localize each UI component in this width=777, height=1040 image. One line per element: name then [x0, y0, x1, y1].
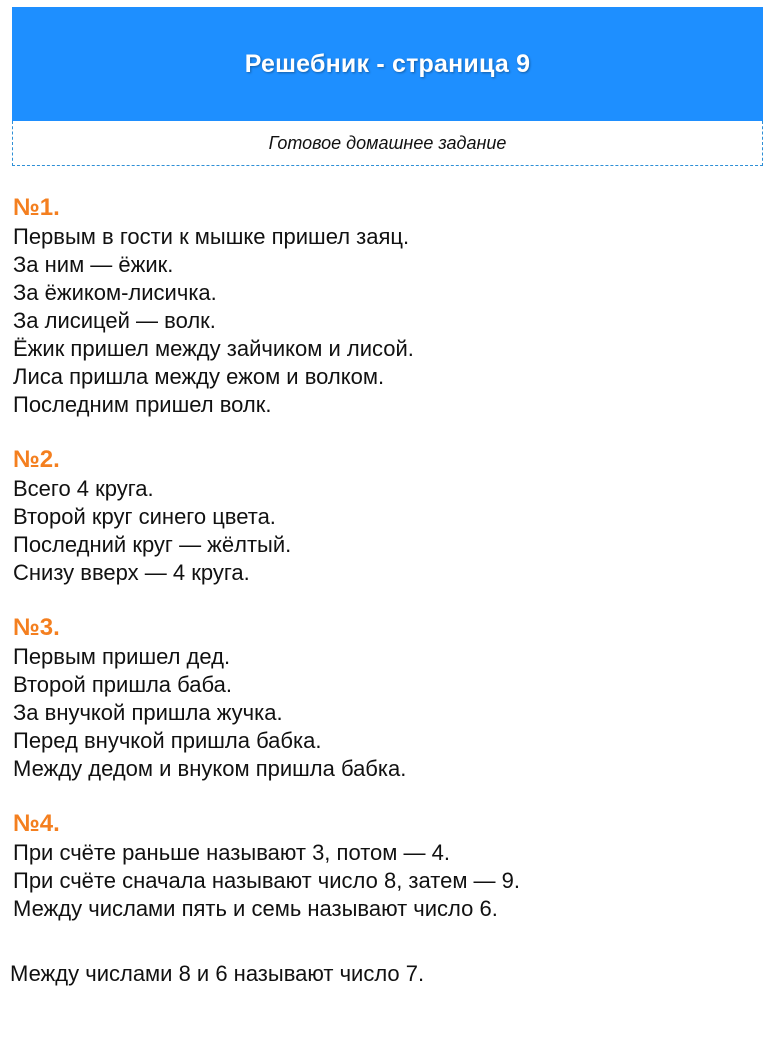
solutions-content: [13, 193, 753, 949]
task-number: №2.: [13, 446, 60, 473]
page-title: Решебник - страница 9: [244, 49, 531, 78]
task-line: Последним пришел волк.: [13, 392, 272, 417]
page-subtitle: Готовое домашнее задание: [268, 132, 507, 153]
task-line: При счёте раньше называют 3, потом — 4.: [13, 840, 450, 865]
task-number: №1.: [13, 194, 60, 221]
task-line: Между числами пять и семь называют число 6.: [13, 896, 498, 921]
task-line: За ёжиком-лисичка.: [13, 280, 217, 305]
task-line: Лиса пришла между ежом и волком.: [13, 364, 385, 389]
subtitle-box: [12, 121, 763, 166]
task-number: №4.: [13, 810, 60, 837]
task-4-extra-line: Между числами 8 и 6 называют число 7.: [10, 961, 425, 986]
task-1: [13, 193, 753, 419]
task-line: Первым в гости к мышке пришел заяц.: [13, 224, 410, 249]
task-line: За ним — ёжик.: [13, 252, 174, 277]
task-2: [13, 445, 753, 587]
task-line: Второй круг синего цвета.: [13, 504, 276, 529]
task-line: За лисицей — волк.: [13, 308, 216, 333]
task-line: За внучкой пришла жучка.: [13, 700, 283, 725]
task-line: Первым пришел дед.: [13, 644, 231, 669]
task-line: Между дедом и внуком пришла бабка.: [13, 756, 407, 781]
task-line: При счёте сначала называют число 8, затем — 9.: [13, 868, 521, 893]
task-3: [13, 613, 753, 783]
page-header: [12, 7, 763, 121]
task-line: Последний круг — жёлтый.: [13, 532, 292, 557]
task-number: №3.: [13, 614, 60, 641]
task-line: Снизу вверх — 4 круга.: [13, 560, 250, 585]
task-4: [13, 809, 753, 923]
task-line: Перед внучкой пришла бабка.: [13, 728, 322, 753]
task-line: Ёжик пришел между зайчиком и лисой.: [13, 336, 414, 361]
task-line: Всего 4 круга.: [13, 476, 154, 501]
task-line: Второй пришла баба.: [13, 672, 232, 697]
